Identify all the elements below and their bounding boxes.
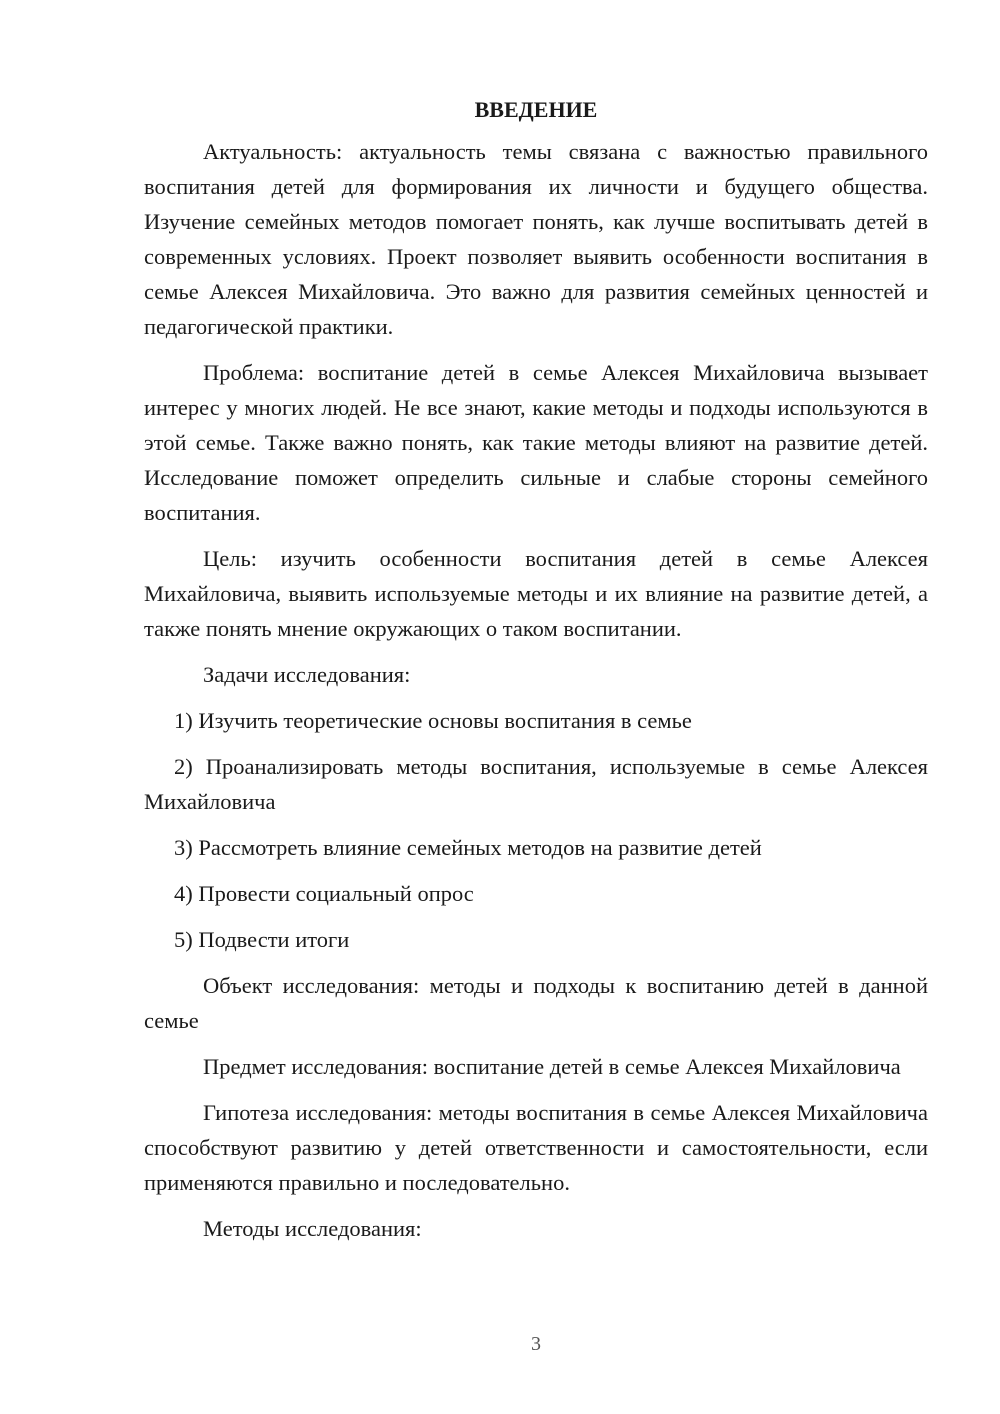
relevance-paragraph: Актуальность: актуальность темы связана с важностью правильного воспитания детей для формирования их личности и будущего общества. Изучение семейных методов помогает понять, как лучше воспитывать детей в современных условиях. Проект позволяет выявить особенности воспитания в семье Алексея Михайловича. Это важно для развития семейных ценностей и педагогической практики. [144,139,928,339]
task-item-2: 2) Проанализировать методы воспитания, используемые в семье Алексея Михайловича [144,754,928,814]
methods-intro: Методы исследования: [203,1216,422,1241]
section-heading: ВВЕДЕНИЕ [474,97,598,122]
object-paragraph: Объект исследования: методы и подходы к воспитанию детей в данной семье [144,973,928,1033]
task-item-5: 5) Подвести итоги [174,927,350,952]
task-item-3: 3) Рассмотреть влияние семейных методов на развитие детей [174,835,762,860]
hypothesis-paragraph: Гипотеза исследования: методы воспитания в семье Алексея Михайловича способствуют развитию у детей ответственности и самостоятельности, если применяются правильно и последовательно. [144,1100,928,1195]
task-item-4: 4) Провести социальный опрос [174,881,474,906]
page-content [144,94,928,1257]
tasks-intro: Задачи исследования: [203,662,411,687]
task-item-1: 1) Изучить теоретические основы воспитания в семье [174,708,692,733]
subject-paragraph: Предмет исследования: воспитание детей в семье Алексея Михайловича [203,1054,901,1079]
page-number: 3 [531,1333,541,1355]
goal-paragraph: Цель: изучить особенности воспитания детей в семье Алексея Михайловича, выявить используемые методы и их влияние на развитие детей, а также понять мнение окружающих о таком воспитании. [144,546,928,641]
problem-paragraph: Проблема: воспитание детей в семье Алексея Михайловича вызывает интерес у многих людей. Не все знают, какие методы и подходы используются в этой семье. Также важно понять, как такие методы влияют на развитие детей. Исследование поможет определить сильные и слабые стороны семейного воспитания. [144,360,928,525]
